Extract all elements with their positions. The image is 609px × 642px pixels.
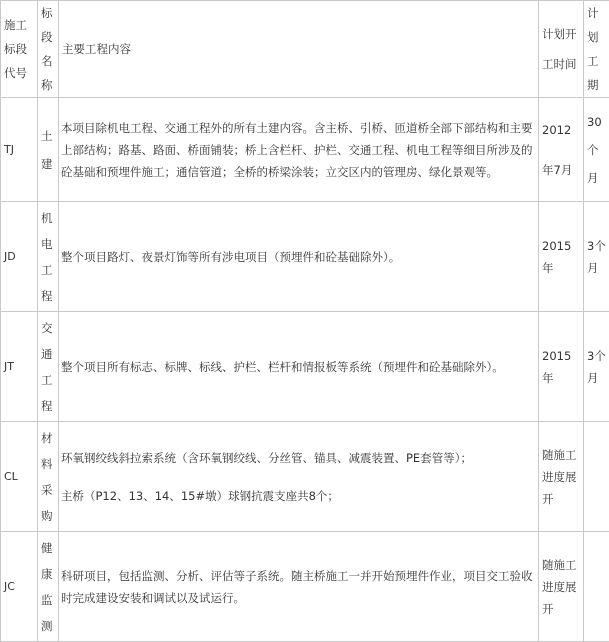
header-start: 计划开工时间 [539, 1, 584, 98]
section-duration: 30个月 [584, 98, 609, 202]
header-code: 施工标段代号 [1, 1, 38, 98]
header-duration: 计划工期 [584, 1, 609, 98]
section-duration: 3个月 [584, 202, 609, 312]
table-row [1, 422, 609, 532]
section-duration: 3个月 [584, 312, 609, 422]
section-start: 随施工进度展开 [539, 422, 584, 532]
section-name: 机电工程 [38, 202, 59, 312]
table-row [1, 532, 609, 642]
header-content: 主要工程内容 [59, 1, 539, 98]
section-name: 健康监测 [38, 532, 59, 642]
section-code: CL [1, 422, 38, 532]
section-name: 材料采购 [38, 422, 59, 532]
section-content: 整个项目所有标志、标牌、标线、护栏、栏杆和情报板等系统（预埋件和砼基础除外）。 [59, 312, 539, 422]
section-content: 本项目除机电工程、交通工程外的所有土建内容。含主桥、引桥、匝道桥全部下部结构和主要上部结构；路基、路面、桥面铺装；桥上含栏杆、护栏、交通工程、机电工程等细目所涉及的砼基础和预埋件施工；通信管道；全桥的桥梁涂装；立交区内的管理房、绿化景观等。 [59, 98, 539, 202]
section-content: 整个项目路灯、夜景灯饰等所有涉电项目（预埋件和砼基础除外）。 [59, 202, 539, 312]
section-code: TJ [1, 98, 38, 202]
table-row [1, 98, 609, 202]
section-code: JC [1, 532, 38, 642]
header-name: 标段名称 [38, 1, 59, 98]
table-row [1, 312, 609, 422]
section-start: 2015年 [539, 312, 584, 422]
table-row [1, 202, 609, 312]
section-start: 2012年7月 [539, 98, 584, 202]
section-content [59, 422, 539, 532]
section-start: 2015年 [539, 202, 584, 312]
content-line: 主桥（P12、13、14、15#墩）球钢抗震支座共8个； [61, 485, 536, 507]
section-code: JD [1, 202, 38, 312]
section-name: 交通工程 [38, 312, 59, 422]
section-start: 随施工进度展开 [539, 532, 584, 642]
section-name: 土建 [38, 98, 59, 202]
section-code: JT [1, 312, 38, 422]
section-duration [584, 422, 609, 532]
header-row [1, 1, 609, 98]
content-line: 环氧钢绞线斜拉索系统（含环氧钢绞线、分丝管、锚具、减震装置、PE套管等）； [61, 447, 536, 469]
section-duration [584, 532, 609, 642]
section-content: 科研项目，包括监测、分析、评估等子系统。随主桥施工一并开始预埋件作业，项目交工验收时完成建设安装和调试以及试运行。 [59, 532, 539, 642]
